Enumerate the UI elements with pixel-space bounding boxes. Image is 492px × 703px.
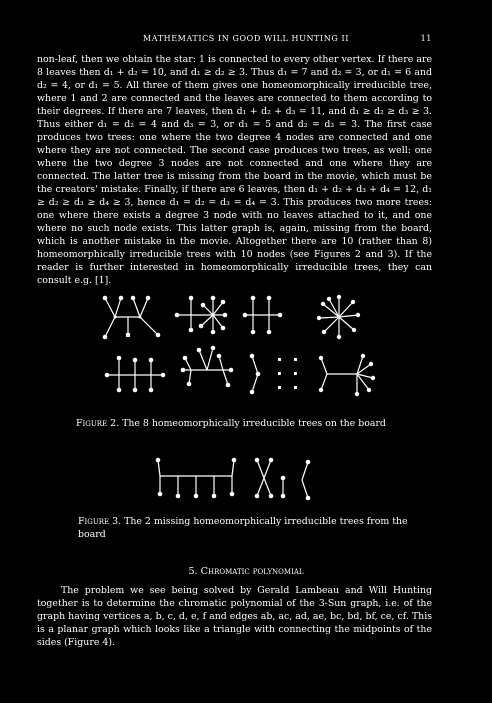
tree-6 (181, 346, 234, 388)
figure-2-caption (76, 418, 436, 431)
section-title: Chromatic polynomial (200, 566, 304, 577)
tree-2 (175, 296, 228, 335)
tree-missing-2 (255, 458, 311, 501)
tree-1 (103, 296, 161, 340)
tree-8 (278, 358, 297, 389)
running-title: MATHEMATICS IN GOOD WILL HUNTING II (142, 34, 350, 43)
tree-9 (319, 354, 375, 396)
figure-3-label: Figure 3. (78, 516, 122, 527)
figure-3-caption (78, 516, 408, 541)
paragraph-chromatic: The problem we see being solved by Gerald Lambeau and Will Hunting together is to determine the chromatic polynomial of the 3-Sun graph, i.e. of the graph having vertices a, b, c, d, e, f and edges ab, ac, ad, ae, bc, bd, bf, ce, cf. This is a planar graph which looks like a triangle with connecting the midpoints of the sides (Figure 4). (37, 585, 432, 648)
figure-2-label: Figure 2. (76, 418, 120, 429)
tree-4-star (317, 295, 360, 339)
figure-3-trees (150, 452, 330, 507)
figure-2-trees (95, 290, 400, 412)
figure-3-text: The 2 missing homeomorphically irreducible trees from the board (78, 516, 408, 540)
section-heading (0, 566, 492, 577)
page-number: 11 (420, 34, 432, 43)
paragraph-trees: non-leaf, then we obtain the star: 1 is connected to every other vertex. If there are 8 leaves then d₁ + d₂ = 10, and d₁ ≥ d₂ ≥ 3. Thus d₁ = 7 and d₂ = 3, or d₁ = 6 and d₂ = 4, or d₁ = 5. All three of them gives one homeomorphically irreducible tree, where 1 and 2 are connected and the leaves are connected to them according to their degrees. If there are 7 leaves, then d₁ + d₂ + d₃ = 11, and d₁ ≥ d₂ ≥ d₃ ≥ 3. Thus either d₁ = d₂ = 4 and d₃ = 3, or d₁ = 5 and d₂ = d₃ = 3. The first case produces two trees: one where the two degree 4 nodes are connected and one where they are not connected. The second case produces two trees, as well: one where the two degree 3 nodes are not connected and one where they are connected. The latter tree is missing from the board in the movie, which must be the creators' mistake. Finally, if there are 6 leaves, then d₁ + d₂ + d₃ + d₄ = 12, d₁ ≥ d₂ ≥ d₃ ≥ d₄ ≥ 3, hence d₁ = d₂ = d₃ = d₄ = 3. This produces two more trees: one where there exists a degree 3 node with no leaves attached to it, and one where no such node exists. This latter graph is, again, missing from the board, which is another mistake in the movie. Altogether there are 10 (rather than 8) homeomorphically irreducible trees with 10 nodes (see Figures 2 and 3). If the reader is further interested in homeomorphically irreducible trees, they can consult e.g. [1]. (37, 54, 432, 286)
tree-5 (105, 356, 166, 393)
tree-7 (250, 354, 261, 395)
tree-3 (243, 296, 283, 335)
figure-2-text: The 8 homeomorphically irreducible trees on the board (122, 418, 386, 429)
tree-missing-1 (156, 458, 237, 499)
section-number: 5. (188, 566, 198, 577)
